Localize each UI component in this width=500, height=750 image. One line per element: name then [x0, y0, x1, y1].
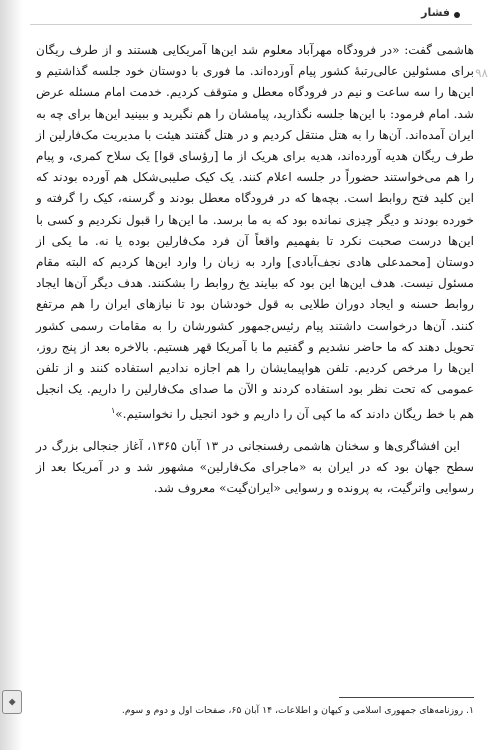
paragraph-quote: هاشمی گفت: «در فرودگاه مهرآباد معلوم شد این‌ها آمریکایی هستند و از طرف ریگان برای مسئولین عالی‌رتبهٔ کشور پیام آورده‌اند. ما فوری با دوستان خود جلسه گذاشتیم و این‌ها را سه ساعت و نیم در فرودگاه معطل و متوقف کردیم. خدمت امام مسئله عرض شد. امام فرمود: با این‌ها جلسه نگذارید، پیامشان را هم نگیرید و ببینید این‌ها برای چه به ایران آمده‌اند. آن‌ها را به هتل منتقل کردیم و در هتل گفتند هیئت با مدیریت مک‌فارلین از طرف ریگان هدیه آورده‌اند، هدیه برای هریک از ما [رؤسای قوا] یک سلاح کمری، و پیام را هم می‌خواستند حضوراً در جلسه اعلام کنند. یک کیک صلیبی‌شکل هم آورده بودند که این کلید فتح روابط است. بچه‌ها که در فرودگاه معطل بودند و گرسنه، کیک را گرفته و خورده بودند و دیگر چیزی نمانده بود که به ما برسد. ما این‌ها را قبول نکردیم و کسی با این‌ها درست صحبت نکرد تا بفهمیم واقعاً آن فرد مک‌فارلین بوده یا نه. ما یکی از دوستان [محمدعلی هادی نجف‌آبادی] وارد به زبان را وارد این‌ها کردیم که البته مقام مسئول نیست. هدف این‌ها این بود که بیایند یخ روابط را بشکنند. هدف دیگر آن‌ها ایجاد روابط حسنه و ایجاد دوران طلایی به قول خودشان بود تا نیازهای ایران را هم مرتفع کنند. آن‌ها درخواست داشتند پیام رئیس‌جمهور کشورشان را به مقامات رسمی کشور تحویل دهند که ما حاضر نشدیم و گفتیم ما با آمریکا قهر هستیم. بالاخره بعد از پنج روز، این‌ها را مرخص کردیم. تلفن هواپیمایشان را هم اجازه ندادیم استفاده کنند و از تلفن عمومی که تحت نظر بود استفاده کردند و الآن ما صدای مک‌فارلین را داریم. یک انجیل هم با خط ریگان دادند که ما کپی آن را داریم و خود انجیل را نخواستیم.»$^۱$	[36, 43, 474, 422]
page-spine-shadow	[0, 0, 22, 750]
header-divider	[30, 24, 472, 25]
library-emblem-icon: ◆	[2, 690, 22, 714]
main-text	[36, 40, 474, 499]
footnote: ۱. روزنامه‌های جمهوری اسلامی و کیهان و اطلاعات، ۱۴ آبان ۶۵، صفحات اول و دوم و سوم.	[121, 705, 474, 716]
bullet-icon	[454, 12, 460, 18]
footnote-divider	[339, 697, 474, 698]
paragraph-commentary: این افشاگری‌ها و سخنان هاشمی رفسنجانی در ۱۳ آبان ۱۳۶۵، آغاز جنجالی بزرگ در سطح جهان بود که در ایران به «ماجرای مک‌فارلین» مشهور شد و در آمریکا بعد از رسوایی واترگیت، به پرونده و رسوایی «ایران‌گیت» معروف شد.	[36, 438, 474, 496]
margin-page-marker: ۹۸	[475, 66, 488, 80]
running-header-title: فشار	[421, 6, 450, 19]
footnote-reference: ۱	[110, 406, 116, 416]
running-header	[30, 2, 472, 26]
